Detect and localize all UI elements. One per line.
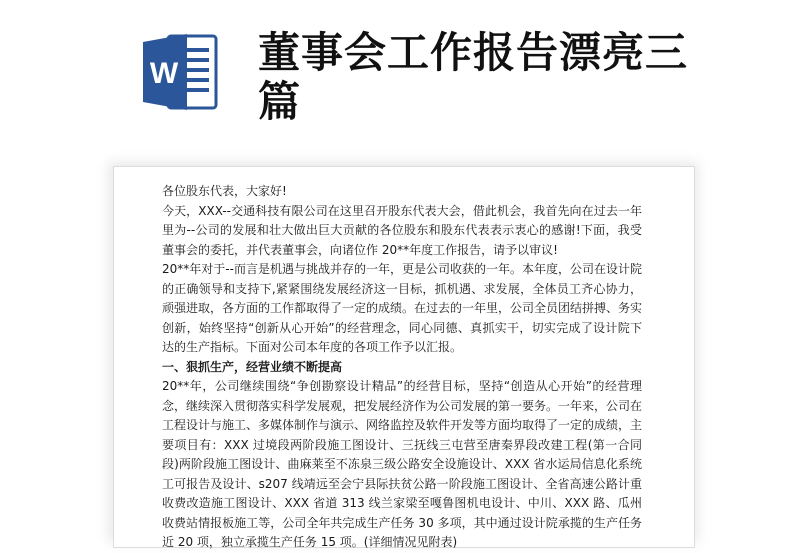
document-page xyxy=(113,166,695,548)
section-heading: 一、狠抓生产，经营业绩不断提高 xyxy=(162,359,343,374)
paragraph-production: 20**年，公司继续围绕“争创勘察设计精品”的经营目标，坚持“创造从心开始”的经营理念，继续深入贯彻落实科学发展观，把发展经济作为公司发展的第一要务。一年来，公司在工程设计与施工、多媒体制作与演示、网络监控及软件开发等方面均取得了一定的成绩，主要项目有：XXX 过境段两阶段施工图设计、三抚线三屯营至唐秦界段改建工程(第一合同段)两阶段施工图设计、曲麻莱至不冻泉三级公路安全设施设计、XXX 省水运局信息化系统工可报告及设计、s207 线靖远至会宁县际扶贫公路一阶段施工图设计、全省高速公路计重收费改造施工图设计、XXX 省道 313 线兰家梁至嘎鲁图机电设计、中川、XXX 路、瓜州收费站情报板施工等，公司全年共完成生产任务 30 多项，其中通过设计院承揽的生产任务近 20 项，独立承揽生产任务 15 项。(详细情况见附表) xyxy=(162,379,643,549)
document-content xyxy=(162,182,642,553)
word-doc-icon xyxy=(143,32,218,112)
header xyxy=(0,0,800,160)
page-title: 董事会工作报告漂亮三篇 xyxy=(258,28,689,126)
svg-text:W: W xyxy=(149,57,179,90)
paragraph-intro: 今天，XXX--交通科技有限公司在这里召开股东代表大会，借此机会，我首先向在过去一年里为--公司的发展和壮大做出巨大贡献的各位股东和股东代表表示衷心的感谢!下面，我受董事会的委托，并代表董事会，向诸位作 20**年度工作报告，请予以审议! xyxy=(162,203,642,257)
paragraph-greeting: 各位股东代表，大家好! xyxy=(162,184,287,198)
paragraph-summary: 20**年对于--而言是机遇与挑战并存的一年，更是公司收获的一年。本年度，公司在设计院的正确领导和支持下,紧紧围绕发展经济这一目标，抓机遇、求发展，全体员工齐心协力，顽强进取，各方面的工作都取得了一定的成绩。在过去的一年里，公司全员团结拼搏、务实创新，始终坚持“创新从心开始”的经营理念，同心同德、真抓实干，切实完成了设计院下达的生产指标。下面对公司本年度的各项工作予以汇报。 xyxy=(162,262,643,354)
